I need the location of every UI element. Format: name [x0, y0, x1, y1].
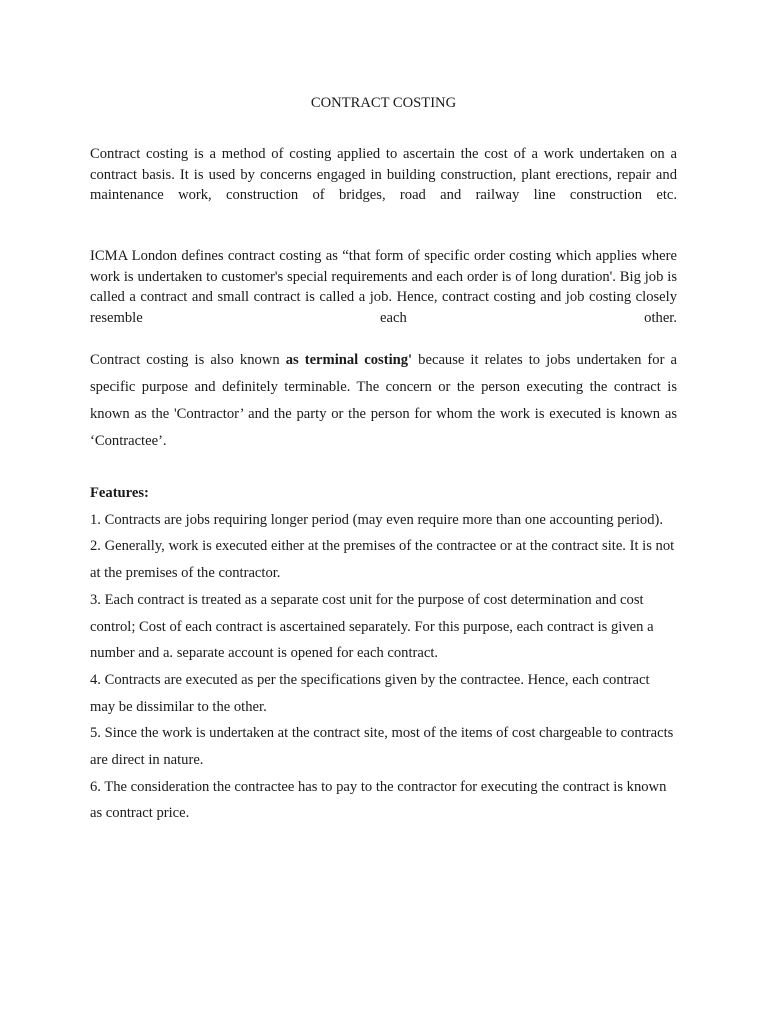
feature-item: 5. Since the work is undertaken at the contract site, most of the items of cost chargeable to contracts are direct in nature. [90, 725, 674, 769]
paragraph-icma-definition: ICMA London defines contract costing as “that form of specific order costing which applies where work is undertaken to customer's special requirements and each order is of long duration'. Big job is called a contract and small contract is called a job. Hence, contract costing and job costing closely resemble each other. [90, 248, 677, 326]
feature-item: 2. Generally, work is executed either at the premises of the contractee or at the contract site. It is not at the premises of the contractor. [90, 538, 675, 582]
terminal-costing-emphasis: as terminal costing' [285, 352, 413, 368]
feature-item: 1. Contracts are jobs requiring longer period (may even require more than one accounting period). [90, 511, 664, 528]
paragraph-terminal-costing-start: Contract costing is also known [90, 352, 286, 368]
paragraph-terminal-costing [90, 347, 677, 455]
features-section [90, 480, 677, 827]
paragraph-definition: Contract costing is a method of costing applied to ascertain the cost of a work undertaken on a contract basis. It is used by concerns engaged in building construction, plant erections, repair and maintenance work, construction of bridges, road and railway line construction etc. [90, 146, 677, 204]
document-page [90, 0, 677, 1024]
document-title: CONTRACT COSTING [310, 95, 457, 111]
feature-item: 4. Contracts are executed as per the specifications given by the contractee. Hence, each contract may be dissimilar to the other. [90, 671, 650, 715]
paragraph-terminal-costing-end: because it relates to jobs undertaken for a specific purpose and definitely terminable. The concern or the person executing the contract is known as the 'Contractor’ and the party or the person for whom the work is executed is known as ‘Contractee’. [90, 352, 677, 449]
features-heading: Features: [90, 485, 149, 501]
feature-item: 6. The consideration the contractee has to pay to the contractor for executing the contract is known as contract price. [90, 778, 667, 822]
feature-item: 3. Each contract is treated as a separate cost unit for the purpose of cost determination and cost control; Cost of each contract is ascertained separately. For this purpose, each contract is given a number and a. separate account is opened for each contract. [90, 591, 654, 662]
